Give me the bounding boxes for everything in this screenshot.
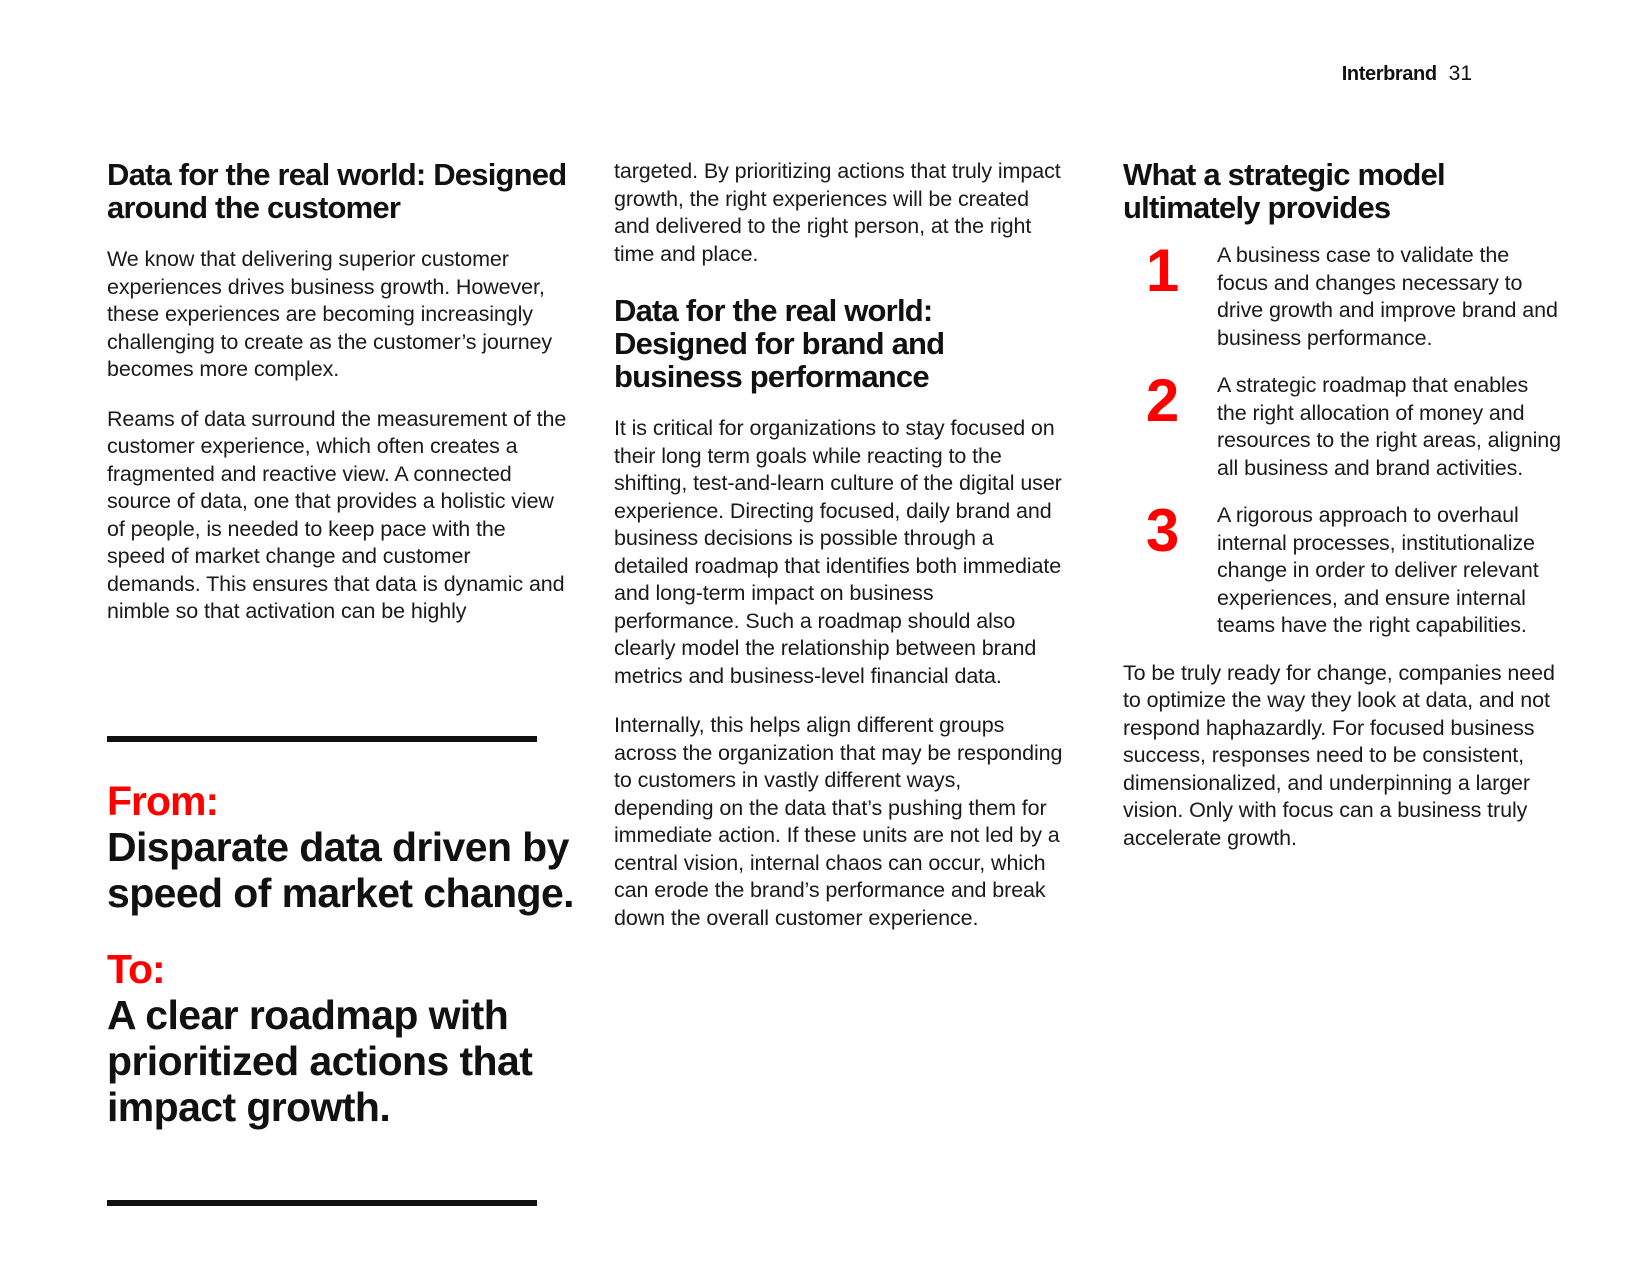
list-item-text: A rigorous approach to overhaul internal processes, institutionalize change in order to deliver relevant experiences, and ensure internal teams have the right capabilities.	[1217, 503, 1539, 637]
to-text: A clear roadmap with prioritized actions that impact growth.	[107, 992, 533, 1130]
section-heading-customer: Data for the real world: Designed around the customer	[107, 157, 567, 225]
page-number: 31	[1448, 62, 1472, 85]
column-right	[1123, 158, 1563, 852]
list-number: 3	[1145, 497, 1179, 564]
list-item	[1123, 367, 1563, 482]
list-item-text: A business case to validate the focus and changes necessary to drive growth and improve brand and business performance.	[1217, 243, 1558, 350]
column-middle	[614, 158, 1064, 932]
list-item-text: A strategic roadmap that enables the right allocation of money and resources to the right areas, aligning all business and brand activities.	[1217, 373, 1561, 480]
numbered-list	[1123, 237, 1563, 640]
body-paragraph: Reams of data surround the measurement of the customer experience, which often creates a fragmented and reactive view. A connected source of data, one that provides a holistic view of people, is needed to keep pace with the speed of market change and customer demands. This ensures that data is dynamic and nimble so that activation can be highly	[107, 406, 567, 623]
list-item	[1123, 237, 1563, 352]
list-number: 1	[1145, 237, 1179, 304]
section-heading-strategic-model: What a strategic model ultimately provides	[1123, 157, 1445, 225]
to-label: To:	[107, 946, 165, 992]
body-paragraph: Internally, this helps align different groups across the organization that may be responding to customers in vastly different ways, depending on the data that’s pushing them for immediate action. If these units are not led by a central vision, internal chaos can occur, which can erode the brand’s performance and break down the overall customer experience.	[614, 713, 1063, 930]
body-paragraph-continued: targeted. By prioritizing actions that truly impact growth, the right experiences will be created and delivered to the right person, at the right time and place.	[614, 159, 1061, 266]
page-header	[1342, 62, 1472, 86]
body-paragraph: We know that delivering superior customer experiences drives business growth. However, these experiences are becoming increasingly challenging to create as the customer’s journey becomes more complex.	[107, 247, 553, 381]
from-text: Disparate data driven by speed of market change.	[107, 824, 574, 916]
divider-rule	[107, 1200, 537, 1206]
column-left	[107, 158, 567, 626]
from-label: From:	[107, 778, 219, 824]
list-number: 2	[1145, 367, 1179, 434]
divider-rule	[107, 736, 537, 742]
brand-name: Interbrand	[1341, 63, 1437, 85]
from-to-callout	[107, 778, 587, 1130]
closing-paragraph: To be truly ready for change, companies need to optimize the way they look at data, and not respond haphazardly. For focused business success, responses need to be consistent, dimensionalized, and underpinning a larger vision. Only with focus can a business truly accelerate growth.	[1123, 660, 1555, 850]
body-paragraph: It is critical for organizations to stay focused on their long term goals while reacting to the shifting, test-and-learn culture of the digital user experience. Directing focused, daily brand and business decisions is possible through a detailed roadmap that identifies both immediate and long-term impact on business performance. Such a roadmap should also clearly model the relationship between brand metrics and business-level financial data.	[614, 416, 1062, 688]
list-item	[1123, 497, 1563, 640]
section-heading-performance: Data for the real world: Designed for brand and business performance	[614, 293, 945, 394]
